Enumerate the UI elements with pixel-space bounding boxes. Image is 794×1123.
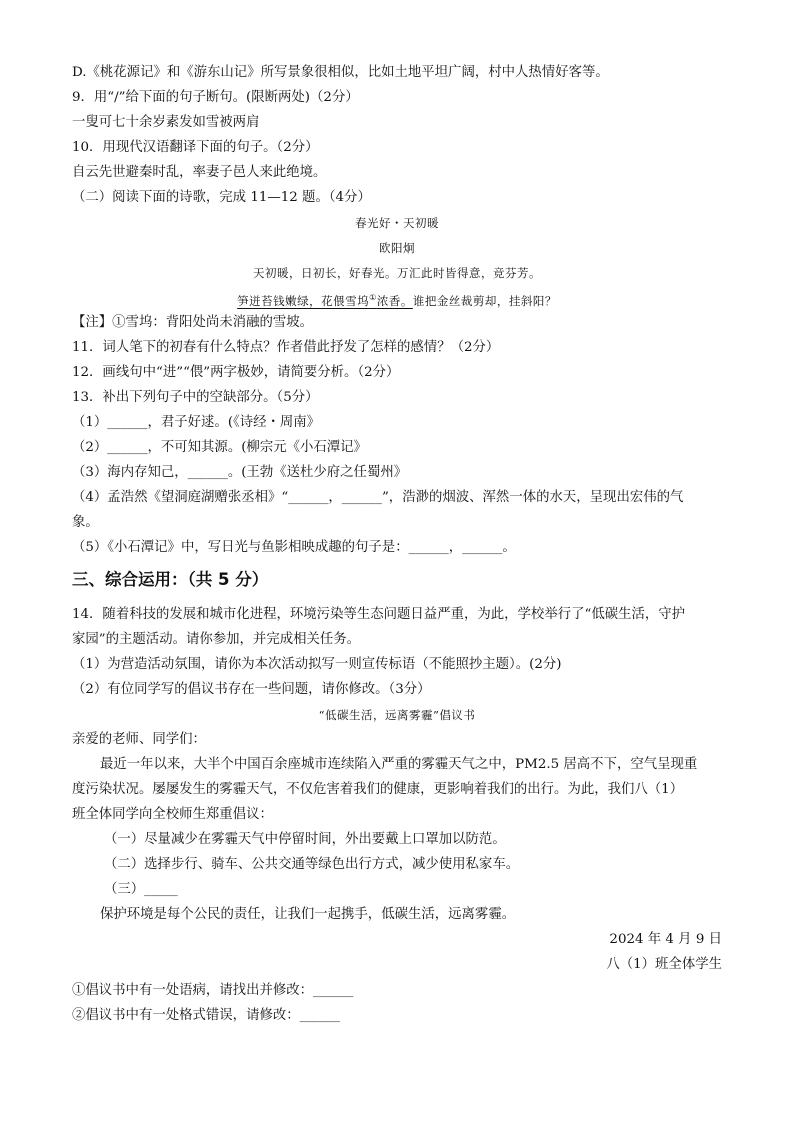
poem-note: 【注】①雪坞：背阳处尚未消融的雪坡。 — [72, 315, 314, 330]
question-14-1: （1）为营造活动氛围，请你为本次活动拟写一则宣传标语（不能照抄主题）。(2分) — [72, 657, 562, 672]
question-13-3: （3）海内存知己，______。(王勃《送杜少府之任蜀州》 — [72, 465, 408, 480]
question-13-4: （4）孟浩然《望洞庭湖赠张丞相》“______，______”，浩渺的烟波、浑然一体的水天，呈现出宏伟的气 — [72, 490, 684, 505]
question-14-2: （2）有位同学写的倡议书存在一些问题，请你修改。（3分） — [72, 682, 431, 697]
section-3-heading: 三、综合运用：（共 5 分） — [72, 570, 269, 589]
question-9: 9．用“/”给下面的句子断句。(限断两处)（2分） — [72, 90, 359, 105]
proposal-greeting: 亲爱的老师、同学们： — [72, 732, 206, 747]
proposal-body-2: 度污染状况。屡屡发生的雾霾天气，不仅危害着我们的健康，更影响着我们的出行。为此，我们八（1） — [72, 782, 684, 797]
question-10-sentence: 自云先世避秦时乱，率妻子邑人来此绝境。 — [72, 165, 327, 180]
task-2: ②倡议书中有一处格式错误，请修改：______ — [72, 1008, 340, 1023]
proposal-body-3: 班全体同学向全校师生郑重倡议： — [72, 807, 273, 822]
poem-author: 欧阳炯 — [379, 241, 415, 255]
question-10: 10．用现代汉语翻译下面的句子。（2分） — [72, 140, 319, 155]
proposal-item-3: （三）_____ — [104, 882, 178, 897]
poem-underlined-line: 笋迸苔钱嫩绿，花偎雪坞①浓香。 — [237, 293, 413, 308]
question-13-2: （2）______，不可知其源。(柳宗元《小石潭记》 — [72, 440, 367, 455]
proposal-date: 2024 年 4 月 9 日 — [609, 932, 722, 947]
question-13-5: （5）《小石潭记》中，写日光与鱼影相映成趣的句子是：______，______。 — [72, 540, 516, 555]
proposal-closing: 保护环境是每个公民的责任，让我们一起携手，低碳生活，远离雾霾。 — [100, 907, 516, 922]
part-2-heading: （二）阅读下面的诗歌，完成 11—12 题。（4分） — [72, 190, 371, 205]
proposal-item-2: （二）选择步行、骑车、公共交通等绿色出行方式，减少使用私家车。 — [104, 857, 520, 872]
proposal-title: “低碳生活，远离雾霾”倡议书 — [318, 708, 476, 722]
question-13-4-cont: 象。 — [72, 515, 99, 530]
task-1: ①倡议书中有一处语病，请找出并修改：______ — [72, 983, 354, 998]
proposal-item-1: （一）尽量减少在雾霾天气中停留时间，外出要戴上口罩加以防范。 — [104, 832, 506, 847]
question-14: 14．随着科技的发展和城市化进程，环境污染等生态问题日益严重，为此，学校举行了“低碳生活，守护 — [72, 607, 686, 622]
question-14-cont: 家园”的主题活动。请你参加，并完成相关任务。 — [72, 632, 361, 647]
poem-line-2: 笋迸苔钱嫩绿，花偎雪坞①浓香。谁把金丝裁剪却，挂斜阳？ — [237, 293, 557, 308]
question-9-sentence: 一叟可七十余岁素发如雪被两肩 — [72, 115, 260, 130]
option-d: D.《桃花源记》和《游东山记》所写景象很相似，比如土地平坦广阔，村中人热情好客等。 — [72, 65, 609, 80]
question-12: 12．画线句中“进”“偎”两字极妙，请简要分析。（2分） — [72, 365, 400, 380]
question-13: 13．补出下列句子中的空缺部分。（5分） — [72, 390, 319, 405]
question-11: 11．词人笔下的初春有什么特点？作者借此抒发了怎样的感情？（2分） — [72, 340, 500, 355]
poem-title: 春光好・天初暖 — [355, 216, 439, 230]
poem-line-1: 天初暖，日初长，好春光。万汇此时皆得意，竞芬芳。 — [253, 266, 541, 280]
proposal-body-1: 最近一年以来，大半个中国百余座城市连续陷入严重的雾霾天气之中，PM2.5 居高不下，空气呈现重 — [100, 757, 698, 772]
proposal-signer: 八（1）班全体学生 — [606, 957, 722, 972]
question-13-1: （1）______，君子好逑。(《诗经・周南》 — [72, 415, 321, 430]
